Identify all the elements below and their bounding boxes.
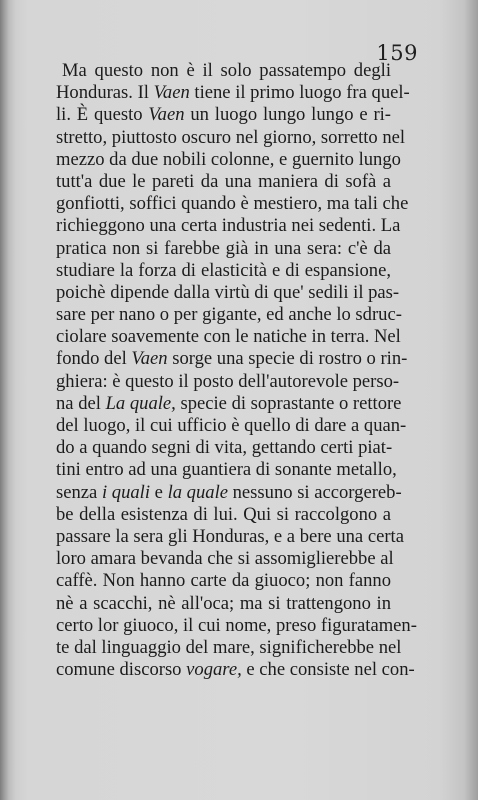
text-run: studiare la forza di elasticità e di espansione, [56, 259, 391, 281]
text-run: e [150, 481, 168, 503]
text-line [56, 392, 402, 415]
text-run: sare per nano o per gigante, ed anche lo sdruc- [56, 304, 402, 326]
text-line [56, 193, 409, 215]
text-run: richieggono una certa industria nei sedenti. La [56, 215, 401, 237]
text-run: do a quando segni di vita, gettando certi piat- [56, 437, 393, 459]
italic-run: Vaen [148, 104, 185, 126]
text-run: un luogo lungo lungo e ri- [184, 104, 391, 126]
text-run: gonfiotti, soffici quando è mestiero, ma tali che [56, 193, 409, 215]
text-line [56, 614, 417, 637]
text-line [56, 636, 402, 659]
text-run: nè a scacchi, nè all'oca; ma si trattengono in [56, 592, 391, 614]
text-run: fondo del [56, 348, 132, 370]
text-line [56, 104, 391, 126]
text-line [56, 281, 400, 304]
text-line [56, 459, 397, 481]
italic-run: la quale [167, 481, 228, 503]
italic-run: Vaen [131, 348, 168, 370]
text-line [56, 570, 391, 592]
text-line [56, 548, 394, 570]
body-text [56, 60, 417, 681]
text-line [56, 370, 400, 393]
text-run: Honduras. Il [56, 82, 154, 104]
text-line [56, 348, 408, 370]
text-run: be della esistenza di lui. Qui si raccolgono a [56, 503, 391, 525]
text-line [56, 238, 391, 260]
text-run: tutt'a due le pareti da una maniera di sofà a [56, 170, 391, 192]
text-run: nessuno si accorgereb- [227, 481, 402, 503]
text-line [56, 171, 391, 193]
text-run: e che consiste nel con- [241, 659, 415, 681]
text-line [56, 415, 407, 437]
text-run: senza [56, 481, 102, 503]
text-run: specie di soprastante o rettore [175, 392, 402, 414]
text-run: sorge una specie di rostro o rin- [167, 348, 408, 370]
text-run: li. È questo [56, 104, 149, 126]
text-run: ghiera: è questo il posto dell'autorevole perso- [56, 370, 400, 392]
text-line [56, 437, 391, 459]
text-run: na del [56, 392, 106, 414]
text-line [56, 481, 402, 504]
text-line [56, 148, 401, 171]
text-line [56, 326, 401, 348]
text-run: tini entro ad una guantiera di sonante metallo, [56, 459, 397, 481]
text-run: certo lor giuoco, il cui nome, preso figuratamen- [56, 614, 417, 636]
text-run: tiene il primo luogo fra quel- [189, 82, 410, 104]
italic-run: i quali [101, 481, 150, 503]
text-line [56, 304, 402, 326]
text-line [56, 593, 391, 615]
text-run: del luogo, il cui ufficio è quello di dare a quan- [56, 415, 407, 436]
text-run: loro amara bevanda che si assomiglierebbe al [56, 548, 394, 570]
text-run: stretto, piuttosto oscuro nel giorno, sorretto nel [56, 126, 406, 148]
page-number: 159 [376, 41, 418, 65]
text-line [56, 260, 391, 282]
text-run: pratica non si farebbe già in una sera: c'è da [56, 237, 391, 259]
text-line [56, 60, 391, 82]
text-line [56, 126, 406, 149]
italic-run: Vaen [153, 82, 190, 104]
text-run: caffè. Non hanno carte da giuoco; non fanno [56, 570, 391, 592]
text-line [56, 215, 401, 237]
text-run: ciolare soavemente con le natiche in terra. Nel [56, 326, 401, 348]
text-run: passare la sera gli Honduras, e a bere una certa [56, 525, 404, 547]
text-line [56, 82, 410, 104]
text-line [56, 659, 415, 681]
italic-run: La quale, [105, 392, 176, 414]
text-line [56, 525, 404, 548]
text-run: comune discorso [56, 659, 187, 681]
text-run: Ma questo non è il solo passatempo degli [62, 60, 391, 81]
text-run: te dal linguaggio del mare, significherebbe nel [56, 636, 402, 658]
italic-run: vogare, [186, 659, 242, 681]
text-run: poichè dipende dalla virtù di que' sedili il pas- [56, 281, 400, 303]
text-line [56, 504, 391, 526]
text-run: mezzo da due nobili colonne, e guernito lungo [56, 148, 401, 170]
